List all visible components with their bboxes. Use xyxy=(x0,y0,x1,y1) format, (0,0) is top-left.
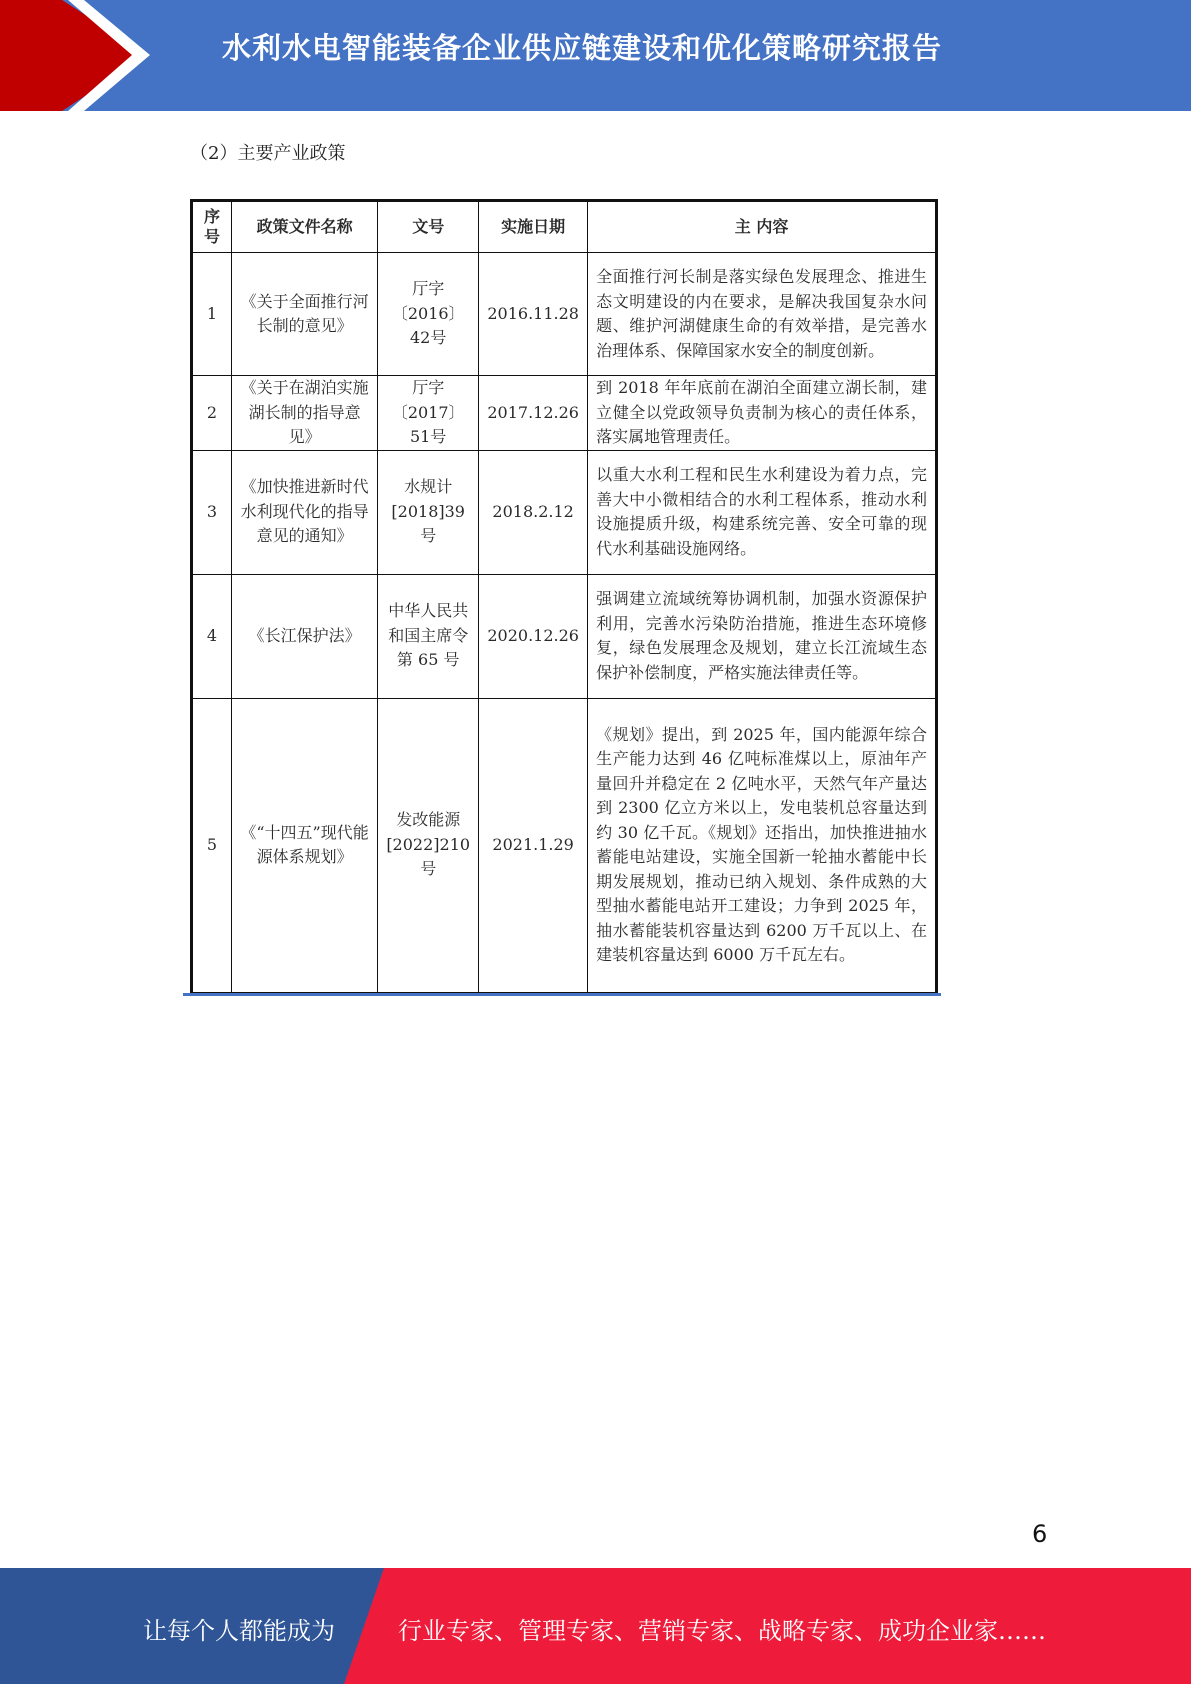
row-doc-number: 厅字〔2016〕42号 xyxy=(378,253,479,376)
header-banner xyxy=(0,0,1191,111)
row-policy-name: 《长江保护法》 xyxy=(231,574,377,698)
row-no: 5 xyxy=(192,698,232,993)
row-no: 1 xyxy=(192,253,232,376)
page-number: 6 xyxy=(1032,1520,1048,1548)
row-doc-number: 厅字〔2017〕51号 xyxy=(378,376,479,451)
row-content: 以重大水利工程和民生水利建设为着力点，完善大中小微相结合的水利工程体系，推动水利设施提质升级，构建系统完善、安全可靠的现代水利基础设施网络。 xyxy=(588,450,937,574)
row-no: 4 xyxy=(192,574,232,698)
header-doc-number: 文号 xyxy=(378,201,479,253)
header-content: 主 内容 xyxy=(588,201,937,253)
footer-banner xyxy=(0,1568,1191,1684)
header-date: 实施日期 xyxy=(479,201,588,253)
row-doc-number: 发改能源[2022]210号 xyxy=(378,698,479,993)
row-no: 3 xyxy=(192,450,232,574)
footer-slogan-left: 让每个人都能成为 xyxy=(143,1617,335,1645)
row-doc-number: 中华人民共和国主席令第 65 号 xyxy=(378,574,479,698)
row-policy-name: 《关于在湖泊实施湖长制的指导意见》 xyxy=(231,376,377,451)
footer-slogan-right: 行业专家、管理专家、营销专家、战略专家、成功企业家…… xyxy=(398,1617,1046,1645)
row-policy-name: 《“十四五”现代能源体系规划》 xyxy=(231,698,377,993)
table-underline xyxy=(183,993,941,996)
row-doc-number: 水规计[2018]39号 xyxy=(378,450,479,574)
policy-table xyxy=(190,199,938,995)
table-row xyxy=(192,450,937,574)
header-no: 序号 xyxy=(192,201,232,253)
table-row xyxy=(192,698,937,993)
report-title: 水利水电智能装备企业供应链建设和优化策略研究报告 xyxy=(222,31,943,65)
row-date: 2020.12.26 xyxy=(479,574,588,698)
table-header-row xyxy=(192,201,937,253)
row-policy-name: 《加快推进新时代水利现代化的指导意见的通知》 xyxy=(231,450,377,574)
row-date: 2021.1.29 xyxy=(479,698,588,993)
row-content: 全面推行河长制是落实绿色发展理念、推进生态文明建设的内在要求，是解决我国复杂水问题、维护河湖健康生命的有效举措，是完善水治理体系、保障国家水安全的制度创新。 xyxy=(588,253,937,376)
row-date: 2016.11.28 xyxy=(479,253,588,376)
table-row xyxy=(192,376,937,451)
row-policy-name: 《关于全面推行河长制的意见》 xyxy=(231,253,377,376)
table-row xyxy=(192,574,937,698)
header-policy-name: 政策文件名称 xyxy=(231,201,377,253)
row-no: 2 xyxy=(192,376,232,451)
row-content: 到 2018 年年底前在湖泊全面建立湖长制，建立健全以党政领导负责制为核心的责任体系，落实属地管理责任。 xyxy=(588,376,937,451)
row-content: 《规划》提出，到 2025 年，国内能源年综合生产能力达到 46 亿吨标准煤以上，原油年产量回升并稳定在 2 亿吨水平，天然气年产量达到 2300 亿立方米以上，发电装机总容量达到约 30 亿千瓦。《规划》还指出，加快推进抽水蓄能电站建设，实施全国新一轮抽水蓄能中长期发展规划，推动已纳入规划、条件成熟的大型抽水蓄能电站开工建设；力争到 2025 年，抽水蓄能装机容量达到 6200 万千瓦以上、在建装机容量达到 6000 万千瓦左右。 xyxy=(588,698,937,993)
table-row xyxy=(192,253,937,376)
section-heading: （2）主要产业政策 xyxy=(190,143,346,164)
row-date: 2017.12.26 xyxy=(479,376,588,451)
row-content: 强调建立流域统筹协调机制，加强水资源保护利用，完善水污染防治措施，推进生态环境修复，绿色发展理念及规划，建立长江流域生态保护补偿制度，严格实施法律责任等。 xyxy=(588,574,937,698)
row-date: 2018.2.12 xyxy=(479,450,588,574)
